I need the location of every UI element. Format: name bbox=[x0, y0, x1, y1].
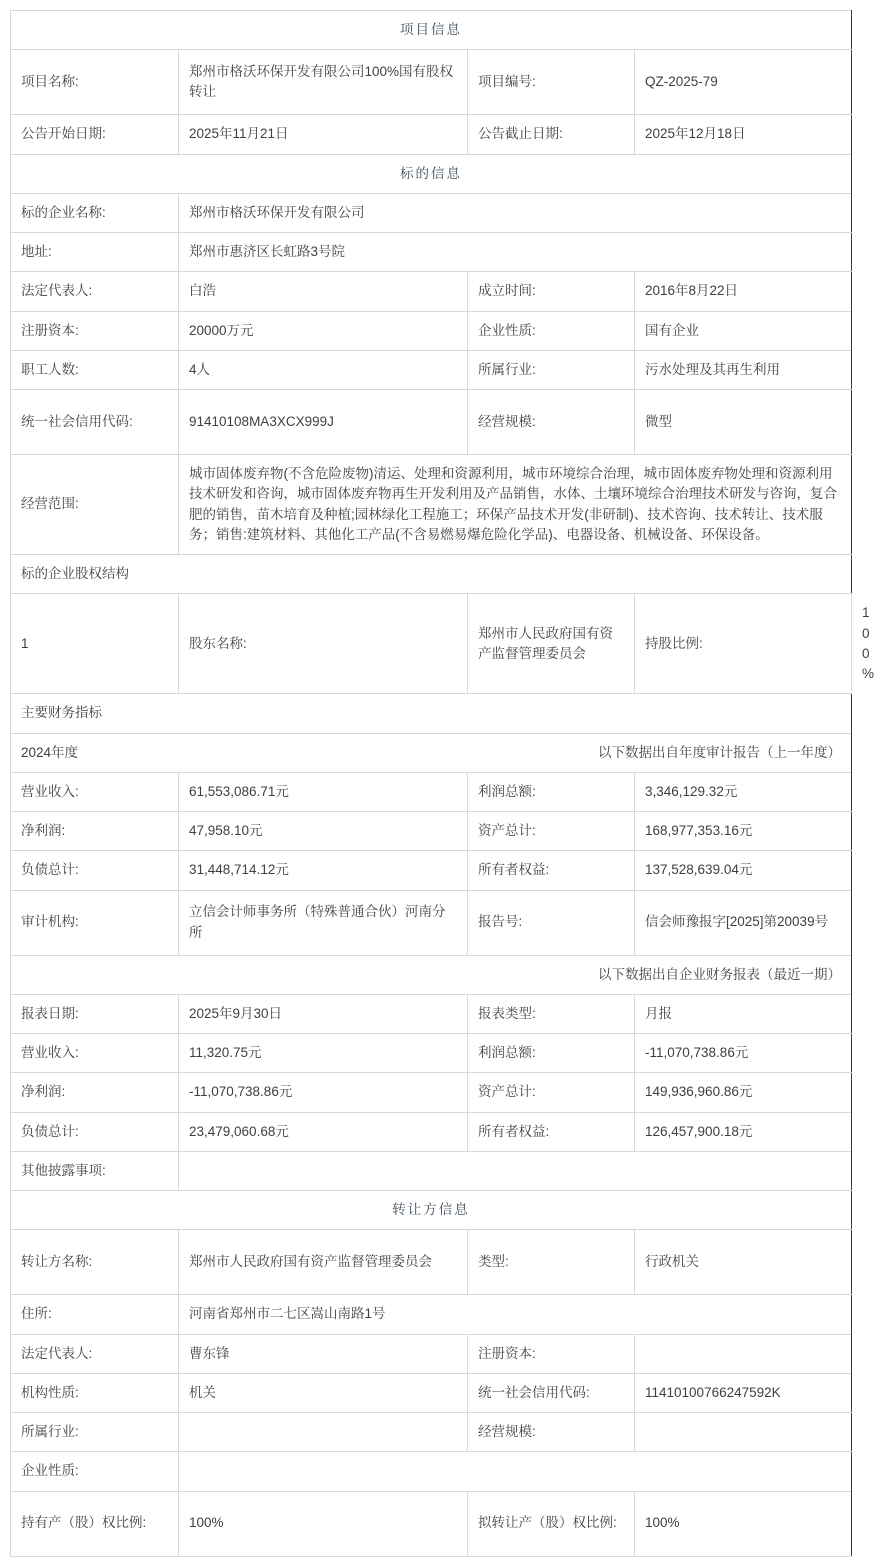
latest-total-liabilities-label: 负债总计: bbox=[11, 1112, 179, 1151]
latest-report-type-label: 报表类型: bbox=[468, 994, 635, 1033]
held-equity-ratio-value: 100% bbox=[179, 1491, 468, 1556]
audit-report-no-label: 报告号: bbox=[468, 890, 635, 955]
other-disclosure-label: 其他披露事项: bbox=[11, 1151, 179, 1190]
transferor-name-label: 转让方名称: bbox=[11, 1230, 179, 1295]
table-row bbox=[11, 812, 852, 851]
financial-indicators-heading: 主要财务指标 bbox=[11, 694, 852, 733]
target-enterprise-name-value: 郑州市格沃环保开发有限公司 bbox=[179, 193, 852, 232]
target-credit-code-label: 统一社会信用代码: bbox=[11, 390, 179, 455]
transferor-scale-label: 经营规模: bbox=[468, 1413, 635, 1452]
announcement-end-label: 公告截止日期: bbox=[468, 115, 635, 154]
table-row bbox=[11, 50, 852, 115]
other-disclosure-value bbox=[179, 1151, 852, 1190]
shareholding-ratio-label: 持股比例: bbox=[635, 594, 852, 694]
table-row bbox=[11, 455, 852, 555]
announcement-start-label: 公告开始日期: bbox=[11, 115, 179, 154]
latest-net-profit-value: -11,070,738.86元 bbox=[179, 1073, 468, 1112]
equity-structure-heading: 标的企业股权结构 bbox=[11, 555, 852, 594]
target-capital-label: 注册资本: bbox=[11, 311, 179, 350]
transfer-equity-ratio-label: 拟转让产（股）权比例: bbox=[468, 1491, 635, 1556]
table-row bbox=[11, 1112, 852, 1151]
financial-heading-row bbox=[11, 694, 852, 733]
transferor-legal-rep-label: 法定代表人: bbox=[11, 1334, 179, 1373]
transferor-industry-value bbox=[179, 1413, 468, 1452]
auditor-label: 审计机构: bbox=[11, 890, 179, 955]
audited-revenue-value: 61,553,086.71元 bbox=[179, 772, 468, 811]
transferor-enterprise-nature-value bbox=[179, 1452, 852, 1491]
target-industry-label: 所属行业: bbox=[468, 350, 635, 389]
transferor-org-nature-label: 机构性质: bbox=[11, 1373, 179, 1412]
audited-note-row bbox=[11, 733, 852, 772]
table-row bbox=[11, 1334, 852, 1373]
table-row bbox=[11, 390, 852, 455]
table-row bbox=[11, 1073, 852, 1112]
target-established-value: 2016年8月22日 bbox=[635, 272, 852, 311]
audit-report-no-value: 信会师豫报字[2025]第20039号 bbox=[635, 890, 852, 955]
latest-total-assets-value: 149,936,960.86元 bbox=[635, 1073, 852, 1112]
audited-owners-equity-label: 所有者权益: bbox=[468, 851, 635, 890]
table-row bbox=[11, 193, 852, 232]
audited-total-assets-label: 资产总计: bbox=[468, 812, 635, 851]
announcement-start-value: 2025年11月21日 bbox=[179, 115, 468, 154]
table-row bbox=[11, 1452, 852, 1491]
transferor-credit-code-value: 11410100766247592K bbox=[635, 1373, 852, 1412]
target-industry-value: 污水处理及其再生利用 bbox=[635, 350, 852, 389]
shareholder-name-label: 股东名称: bbox=[179, 594, 468, 694]
transferor-name-value: 郑州市人民政府国有资产监督管理委员会 bbox=[179, 1230, 468, 1295]
section-title-transferor-info: 转让方信息 bbox=[11, 1191, 852, 1230]
latest-owners-equity-value: 126,457,900.18元 bbox=[635, 1112, 852, 1151]
latest-net-profit-label: 净利润: bbox=[11, 1073, 179, 1112]
table-row bbox=[11, 1373, 852, 1412]
table-row bbox=[11, 772, 852, 811]
audited-period-note bbox=[11, 733, 852, 772]
section-header-row-transferor bbox=[11, 1191, 852, 1230]
target-employees-label: 职工人数: bbox=[11, 350, 179, 389]
latest-total-liabilities-value: 23,479,060.68元 bbox=[179, 1112, 468, 1151]
transferor-org-nature-value: 机关 bbox=[179, 1373, 468, 1412]
equity-structure-heading-row bbox=[11, 555, 852, 594]
audited-total-assets-value: 168,977,353.16元 bbox=[635, 812, 852, 851]
shareholder-index: 1 bbox=[11, 594, 179, 694]
transferor-industry-label: 所属行业: bbox=[11, 1413, 179, 1452]
section-header-row-project bbox=[11, 11, 852, 50]
section-header-row-target bbox=[11, 154, 852, 193]
target-legal-rep-value: 白浩 bbox=[179, 272, 468, 311]
latest-owners-equity-label: 所有者权益: bbox=[468, 1112, 635, 1151]
table-row bbox=[11, 1230, 852, 1295]
latest-total-profit-value: -11,070,738.86元 bbox=[635, 1034, 852, 1073]
audited-source-note: 以下数据出自年度审计报告（上一年度） bbox=[598, 744, 841, 760]
transferor-capital-value bbox=[635, 1334, 852, 1373]
target-address-value: 郑州市惠济区长虹路3号院 bbox=[179, 233, 852, 272]
announcement-end-value: 2025年12月18日 bbox=[635, 115, 852, 154]
target-nature-value: 国有企业 bbox=[635, 311, 852, 350]
audited-year-label: 2024年度 bbox=[21, 744, 79, 760]
transferor-domicile-value: 河南省郑州市二七区嵩山南路1号 bbox=[179, 1295, 852, 1334]
section-title-target-info: 标的信息 bbox=[11, 154, 852, 193]
latest-note-row bbox=[11, 955, 852, 994]
latest-report-type-value: 月报 bbox=[635, 994, 852, 1033]
latest-revenue-value: 11,320.75元 bbox=[179, 1034, 468, 1073]
table-row bbox=[11, 1413, 852, 1452]
audited-owners-equity-value: 137,528,639.04元 bbox=[635, 851, 852, 890]
target-business-scope-label: 经营范围: bbox=[11, 455, 179, 555]
target-legal-rep-label: 法定代表人: bbox=[11, 272, 179, 311]
transferor-type-label: 类型: bbox=[468, 1230, 635, 1295]
audited-revenue-label: 营业收入: bbox=[11, 772, 179, 811]
target-established-label: 成立时间: bbox=[468, 272, 635, 311]
transferor-legal-rep-value: 曹东锋 bbox=[179, 1334, 468, 1373]
held-equity-ratio-label: 持有产（股）权比例: bbox=[11, 1491, 179, 1556]
target-address-label: 地址: bbox=[11, 233, 179, 272]
announcement-table bbox=[10, 10, 874, 1557]
audited-total-profit-value: 3,346,129.32元 bbox=[635, 772, 852, 811]
target-employees-value: 4人 bbox=[179, 350, 468, 389]
latest-total-profit-label: 利润总额: bbox=[468, 1034, 635, 1073]
audited-total-profit-label: 利润总额: bbox=[468, 772, 635, 811]
table-row bbox=[11, 115, 852, 154]
latest-report-date-value: 2025年9月30日 bbox=[179, 994, 468, 1033]
audited-total-liabilities-label: 负债总计: bbox=[11, 851, 179, 890]
table-row bbox=[11, 311, 852, 350]
latest-total-assets-label: 资产总计: bbox=[468, 1073, 635, 1112]
section-title-project-info: 项目信息 bbox=[11, 11, 852, 50]
transferor-capital-label: 注册资本: bbox=[468, 1334, 635, 1373]
table-row bbox=[11, 1491, 852, 1556]
transferor-enterprise-nature-label: 企业性质: bbox=[11, 1452, 179, 1491]
transferor-scale-value bbox=[635, 1413, 852, 1452]
target-nature-label: 企业性质: bbox=[468, 311, 635, 350]
transferor-type-value: 行政机关 bbox=[635, 1230, 852, 1295]
table-row bbox=[11, 350, 852, 389]
table-row bbox=[11, 1034, 852, 1073]
auditor-value: 立信会计师事务所（特殊普通合伙）河南分所 bbox=[179, 890, 468, 955]
table-row bbox=[11, 851, 852, 890]
audited-total-liabilities-value: 31,448,714.12元 bbox=[179, 851, 468, 890]
table-row bbox=[11, 272, 852, 311]
audited-net-profit-value: 47,958.10元 bbox=[179, 812, 468, 851]
audited-net-profit-label: 净利润: bbox=[11, 812, 179, 851]
project-name-value: 郑州市格沃环保开发有限公司100%国有股权转让 bbox=[179, 50, 468, 115]
target-credit-code-value: 91410108MA3XCX999J bbox=[179, 390, 468, 455]
table-row: 1 股东名称: 郑州市人民政府国有资产监督管理委员会 持股比例: 100% bbox=[11, 594, 852, 694]
target-capital-value: 20000万元 bbox=[179, 311, 468, 350]
project-code-label: 项目编号: bbox=[468, 50, 635, 115]
table-row bbox=[11, 1151, 852, 1190]
transferor-credit-code-label: 统一社会信用代码: bbox=[468, 1373, 635, 1412]
shareholder-name-value: 郑州市人民政府国有资产监督管理委员会 bbox=[468, 594, 635, 694]
target-scale-label: 经营规模: bbox=[468, 390, 635, 455]
table-row bbox=[11, 890, 852, 955]
table-row bbox=[11, 1295, 852, 1334]
latest-revenue-label: 营业收入: bbox=[11, 1034, 179, 1073]
transferor-domicile-label: 住所: bbox=[11, 1295, 179, 1334]
project-name-label: 项目名称: bbox=[11, 50, 179, 115]
latest-period-note bbox=[11, 955, 852, 994]
latest-report-date-label: 报表日期: bbox=[11, 994, 179, 1033]
target-business-scope-value: 城市固体废弃物(不含危险废物)清运、处理和资源利用，城市环境综合治理，城市固体废弃物处理和资源利用技术研发和咨询，城市固体废弃物再生开发利用及产品销售，水体、土壤环境综合治理技术研发与咨询，复合肥的销售，苗木培育及种植;园林绿化工程施工；环保产品技术开发(非研制)、技术咨询、技术转让、技术服务；销售:建筑材料、其他化工产品(不含易燃易爆危险化学品)、电器设备、机械设备、环保设备。 bbox=[179, 455, 852, 555]
table-row bbox=[11, 994, 852, 1033]
target-scale-value: 微型 bbox=[635, 390, 852, 455]
table-row bbox=[11, 233, 852, 272]
latest-source-note: 以下数据出自企业财务报表（最近一期） bbox=[598, 966, 841, 982]
target-enterprise-name-label: 标的企业名称: bbox=[11, 193, 179, 232]
transfer-equity-ratio-value: 100% bbox=[635, 1491, 852, 1556]
project-code-value: QZ-2025-79 bbox=[635, 50, 852, 115]
